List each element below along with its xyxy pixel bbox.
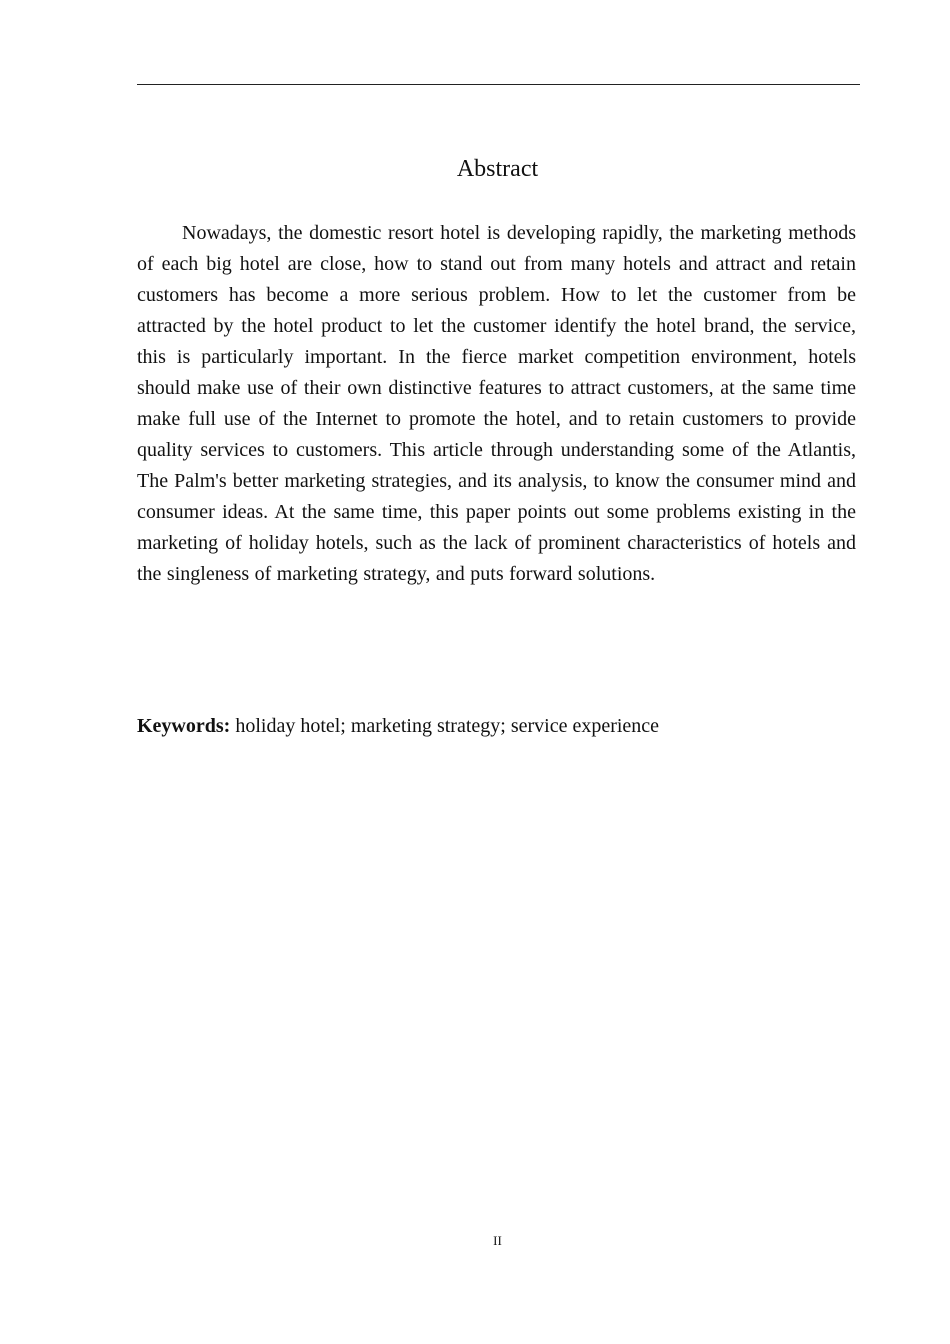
page-number: II [493, 1233, 502, 1248]
header-rule [137, 84, 860, 85]
keywords-label: Keywords: [137, 715, 231, 737]
keywords-text: holiday hotel; marketing strategy; service experience [230, 715, 660, 737]
keywords-line [137, 711, 856, 742]
abstract-body: Nowadays, the domestic resort hotel is developing rapidly, the marketing methods of each big hotel are close, how to stand out from many hotels and attract and retain customers has become a more serious problem. How to let the customer from be attracted by the hotel product to let the customer identify the hotel brand, the service, this is particularly important. In the fierce market competition environment, hotels should make use of their own distinctive features to attract customers, at the same time make full use of the Internet to promote the hotel, and to retain customers to provide quality services to customers. This article through understanding some of the Atlantis, The Palm's better marketing strategies, and its analysis, to know the consumer mind and consumer ideas. At the same time, this paper points out some problems existing in the marketing of holiday hotels, such as the lack of prominent characteristics of hotels and the singleness of marketing strategy, and puts forward solutions. [137, 222, 856, 585]
abstract-title: Abstract [456, 156, 539, 182]
